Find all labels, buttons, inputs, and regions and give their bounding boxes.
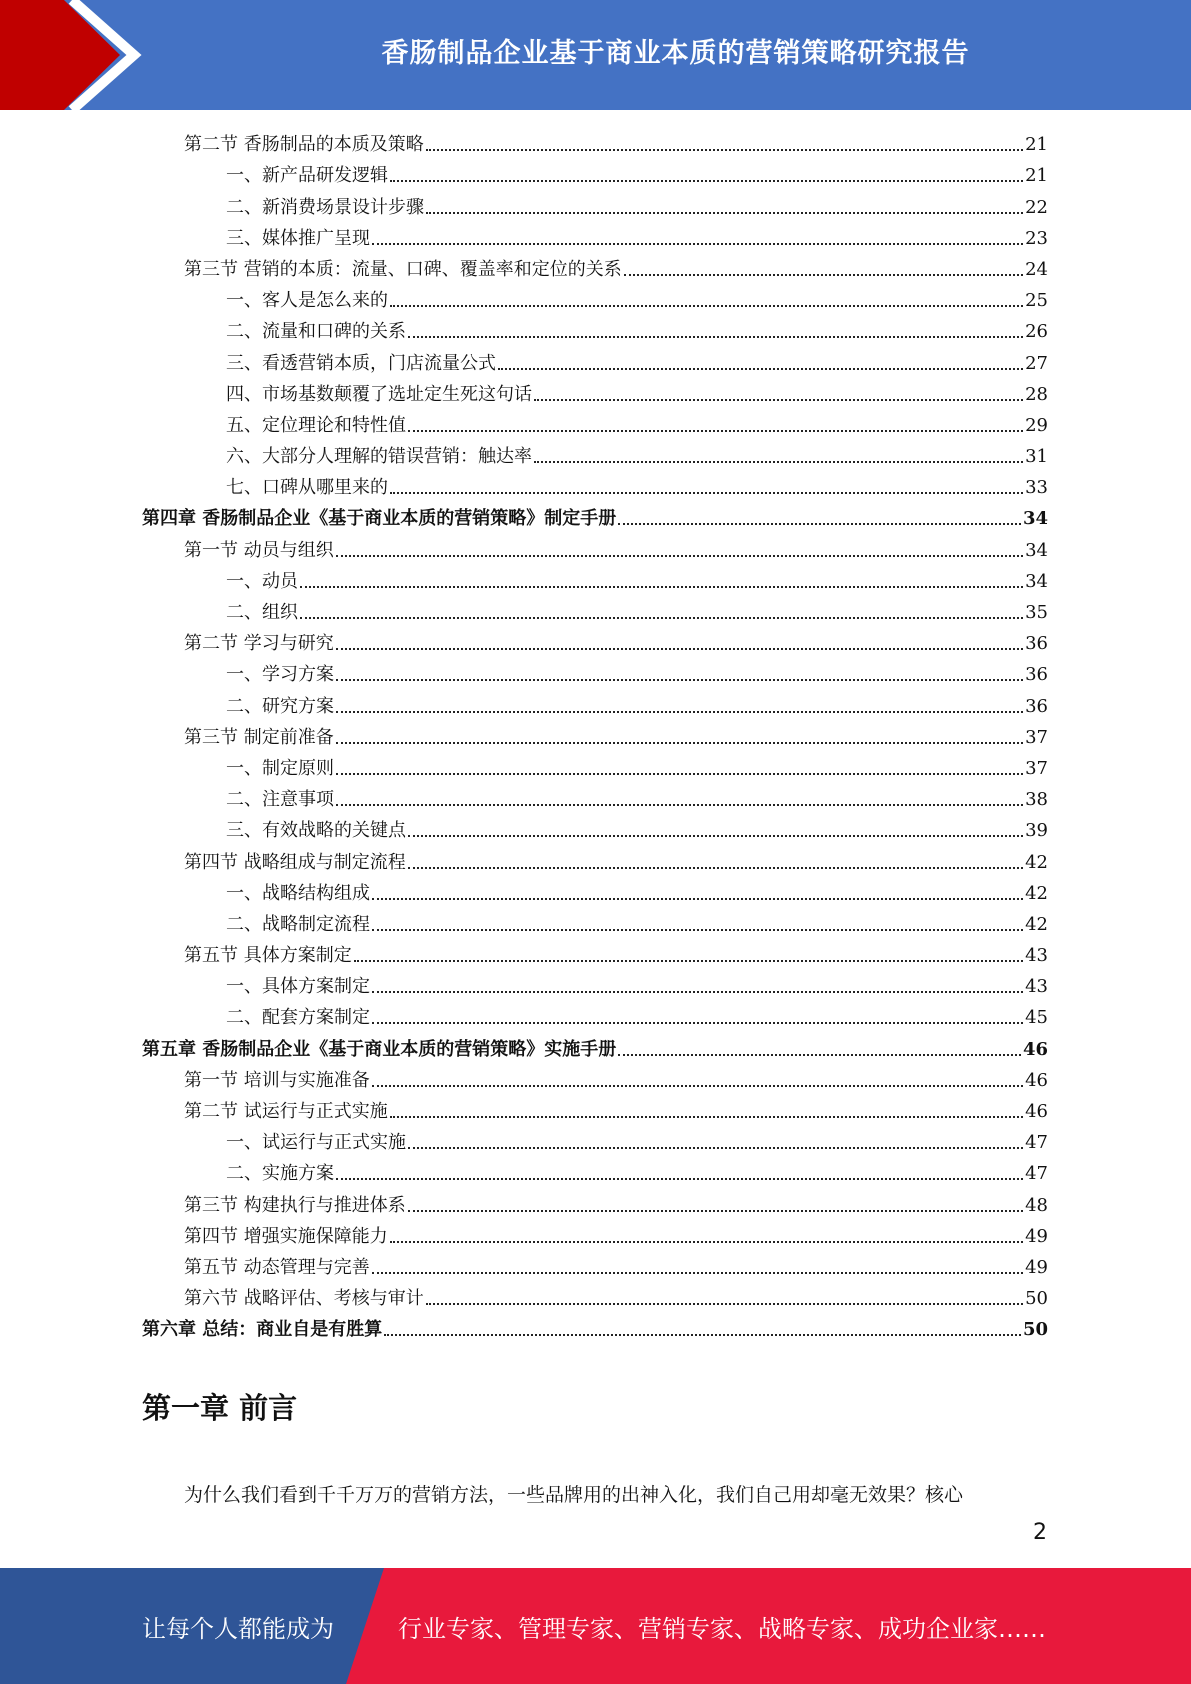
toc-leader-dots — [372, 898, 1023, 900]
toc-entry-label: 六、大部分人理解的错误营销：触达率 — [226, 446, 532, 468]
toc-entry-label: 一、客人是怎么来的 — [226, 290, 388, 312]
toc-entry-page: 42 — [1025, 913, 1048, 935]
toc-entry-label: 第六章 总结：商业自是有胜算 — [142, 1319, 383, 1341]
toc-entry-label: 第六节 战略评估、考核与审计 — [184, 1288, 424, 1310]
toc-entry[interactable] — [142, 1157, 1048, 1188]
toc-entry-page: 28 — [1025, 383, 1048, 405]
toc-entry-label: 第二节 香肠制品的本质及策略 — [184, 134, 424, 156]
toc-entry[interactable] — [142, 814, 1048, 845]
body-paragraph: 为什么我们看到千千万万的营销方法，一些品牌用的出神入化，我们自己用却毫无效果？核心 — [184, 1484, 964, 1506]
toc-entry-label: 一、新产品研发逻辑 — [226, 165, 388, 187]
toc-entry-label: 第一节 动员与组织 — [184, 539, 334, 561]
toc-entry[interactable] — [142, 533, 1048, 564]
toc-entry[interactable] — [142, 1313, 1048, 1344]
toc-entry-label: 一、战略结构组成 — [226, 882, 370, 904]
toc-entry-page: 46 — [1025, 1069, 1048, 1091]
toc-entry-label: 第三节 制定前准备 — [184, 726, 334, 748]
toc-entry-label: 二、注意事项 — [226, 789, 334, 811]
toc-entry-label: 一、学习方案 — [226, 664, 334, 686]
toc-entry[interactable] — [142, 1001, 1048, 1032]
toc-entry[interactable] — [142, 1126, 1048, 1157]
toc-entry-page: 47 — [1025, 1132, 1048, 1154]
toc-entry[interactable] — [142, 565, 1048, 596]
toc-entry-label: 第四节 增强实施保障能力 — [184, 1225, 388, 1247]
toc-entry-label: 第二节 试运行与正式实施 — [184, 1101, 388, 1122]
chapter-heading: 第一章 前言 — [142, 1391, 298, 1425]
toc-leader-dots — [390, 1116, 1023, 1118]
toc-entry-label: 七、口碑从哪里来的 — [226, 477, 388, 499]
toc-leader-dots — [426, 1303, 1023, 1305]
toc-entry-page: 48 — [1025, 1194, 1048, 1216]
toc-entry-page: 38 — [1025, 789, 1048, 811]
toc-entry-label: 三、看透营销本质，门店流量公式 — [226, 352, 496, 374]
footer-slogan-right: 行业专家、管理专家、营销专家、战略专家、成功企业家…… — [398, 1614, 1046, 1643]
toc-entry-page: 45 — [1025, 1007, 1048, 1029]
toc-entry-label: 一、制定原则 — [226, 757, 334, 779]
toc-leader-dots — [618, 523, 1021, 525]
toc-entry-label: 四、市场基数颠覆了选址定生死这句话 — [226, 383, 532, 405]
toc-leader-dots — [354, 960, 1023, 962]
toc-entry-page: 34 — [1025, 570, 1048, 592]
toc-entry[interactable] — [142, 845, 1048, 876]
toc-leader-dots — [408, 1147, 1023, 1149]
toc-entry-label: 第五节 具体方案制定 — [184, 945, 352, 967]
toc-leader-dots — [390, 180, 1023, 182]
toc-entry[interactable] — [142, 409, 1048, 440]
toc-entry[interactable] — [142, 877, 1048, 908]
toc-entry[interactable] — [142, 1095, 1048, 1126]
toc-entry[interactable] — [142, 721, 1048, 752]
toc-entry[interactable] — [142, 315, 1048, 346]
toc-leader-dots — [618, 1054, 1021, 1056]
toc-entry-page: 26 — [1025, 321, 1048, 343]
toc-entry[interactable] — [142, 346, 1048, 377]
toc-leader-dots — [336, 555, 1023, 557]
toc-leader-dots — [372, 1085, 1023, 1087]
toc-entry[interactable] — [142, 908, 1048, 939]
toc-entry-label: 三、有效战略的关键点 — [226, 820, 406, 842]
toc-entry-label: 二、配套方案制定 — [226, 1007, 370, 1029]
toc-entry-page: 36 — [1025, 664, 1048, 686]
toc-leader-dots — [336, 679, 1023, 681]
toc-entry-page: 34 — [1025, 539, 1048, 561]
toc-leader-dots — [408, 835, 1023, 837]
toc-leader-dots — [372, 929, 1023, 931]
toc-entry-label: 第四节 战略组成与制定流程 — [184, 851, 406, 873]
toc-entry[interactable] — [142, 627, 1048, 658]
toc-entry-page: 49 — [1025, 1256, 1048, 1278]
toc-entry[interactable] — [142, 752, 1048, 783]
toc-entry-page: 43 — [1025, 976, 1048, 998]
toc-entry-label: 一、试运行与正式实施 — [226, 1132, 406, 1154]
toc-leader-dots — [336, 773, 1023, 775]
toc-leader-dots — [408, 336, 1023, 338]
toc-entry[interactable] — [142, 502, 1048, 533]
toc-entry-page: 47 — [1025, 1163, 1048, 1185]
toc-leader-dots — [390, 1241, 1023, 1243]
toc-entry[interactable] — [142, 222, 1048, 253]
toc-leader-dots — [408, 430, 1023, 432]
toc-entry[interactable] — [142, 1251, 1048, 1282]
toc-entry-label: 二、实施方案 — [226, 1163, 334, 1185]
toc-entry-page: 29 — [1025, 414, 1048, 436]
toc-entry[interactable] — [142, 1282, 1048, 1313]
toc-leader-dots — [336, 804, 1023, 806]
toc-entry[interactable] — [142, 128, 1048, 159]
toc-entry-page: 21 — [1025, 165, 1048, 187]
toc-entry[interactable] — [142, 1220, 1048, 1251]
toc-entry[interactable] — [142, 689, 1048, 720]
toc-leader-dots — [300, 586, 1023, 588]
toc-entry[interactable] — [142, 1188, 1048, 1219]
toc-leader-dots — [384, 1334, 1021, 1336]
toc-entry-page: 37 — [1025, 726, 1048, 748]
toc-leader-dots — [372, 1022, 1023, 1024]
toc-entry-page: 46 — [1025, 1101, 1048, 1122]
toc-entry-label: 一、动员 — [226, 570, 298, 592]
toc-entry[interactable] — [142, 596, 1048, 627]
toc-entry[interactable] — [142, 159, 1048, 190]
toc-entry-page: 36 — [1025, 695, 1048, 717]
toc-entry-label: 第二节 学习与研究 — [184, 633, 334, 655]
toc-leader-dots — [390, 305, 1023, 307]
toc-entry-page: 49 — [1025, 1225, 1048, 1247]
toc-entry-label: 第三节 构建执行与推进体系 — [184, 1194, 406, 1216]
toc-entry-page: 46 — [1022, 1038, 1048, 1060]
toc-entry-label: 二、新消费场景设计步骤 — [226, 196, 424, 218]
toc-entry[interactable] — [142, 440, 1048, 471]
toc-entry-label: 第四章 香肠制品企业《基于商业本质的营销策略》制定手册 — [142, 508, 617, 530]
toc-entry-label: 二、战略制定流程 — [226, 913, 370, 935]
toc-leader-dots — [408, 1210, 1023, 1212]
toc-entry[interactable] — [142, 658, 1048, 689]
toc-entry-label: 二、组织 — [226, 602, 298, 623]
toc-entry-page: 42 — [1025, 851, 1048, 873]
toc-entry[interactable] — [142, 284, 1048, 315]
toc-entry-page: 33 — [1025, 477, 1048, 499]
toc-entry[interactable] — [142, 1032, 1048, 1063]
toc-entry-label: 第一节 培训与实施准备 — [184, 1069, 370, 1091]
toc-leader-dots — [336, 1178, 1023, 1180]
footer-slogan-left: 让每个人都能成为 — [142, 1614, 334, 1643]
toc-entry-label: 一、具体方案制定 — [226, 976, 370, 998]
toc-leader-dots — [408, 867, 1023, 869]
toc-entry-page: 37 — [1025, 757, 1048, 779]
page-header — [0, 0, 1191, 110]
toc-entry[interactable] — [142, 970, 1048, 1001]
table-of-contents — [142, 128, 1048, 1344]
page-number: 2 — [1033, 1520, 1047, 1545]
toc-leader-dots — [372, 991, 1023, 993]
toc-entry[interactable] — [142, 939, 1048, 970]
toc-entry-page: 34 — [1022, 508, 1048, 530]
toc-entry-page: 39 — [1025, 820, 1048, 842]
toc-leader-dots — [300, 617, 1023, 619]
toc-entry[interactable] — [142, 1064, 1048, 1095]
toc-entry-label: 五、定位理论和特性值 — [226, 414, 406, 436]
toc-entry-label: 二、流量和口碑的关系 — [226, 321, 406, 343]
toc-entry[interactable] — [142, 378, 1048, 409]
toc-leader-dots — [534, 399, 1023, 401]
toc-entry-page: 43 — [1025, 945, 1048, 967]
toc-leader-dots — [498, 368, 1023, 370]
toc-entry-page: 31 — [1025, 446, 1048, 468]
toc-entry-page: 36 — [1025, 633, 1048, 655]
toc-leader-dots — [426, 149, 1023, 151]
toc-entry-page: 50 — [1022, 1319, 1048, 1341]
toc-entry-page: 25 — [1025, 290, 1048, 312]
toc-leader-dots — [372, 1272, 1023, 1274]
toc-leader-dots — [426, 212, 1023, 214]
toc-entry-page: 22 — [1025, 196, 1048, 218]
toc-leader-dots — [390, 492, 1023, 494]
toc-entry[interactable] — [142, 471, 1048, 502]
toc-entry-page: 42 — [1025, 882, 1048, 904]
toc-leader-dots — [624, 274, 1023, 276]
toc-entry[interactable] — [142, 190, 1048, 221]
toc-entry-page: 35 — [1025, 602, 1048, 623]
toc-leader-dots — [534, 461, 1023, 463]
toc-leader-dots — [336, 711, 1023, 713]
toc-leader-dots — [336, 742, 1023, 744]
toc-entry-label: 第五节 动态管理与完善 — [184, 1256, 370, 1278]
toc-leader-dots — [372, 243, 1023, 245]
toc-entry-page: 21 — [1025, 134, 1048, 156]
page-footer — [0, 1568, 1191, 1684]
toc-entry[interactable] — [142, 783, 1048, 814]
toc-entry-label: 第三节 营销的本质：流量、口碑、覆盖率和定位的关系 — [184, 258, 622, 280]
toc-entry-label: 第五章 香肠制品企业《基于商业本质的营销策略》实施手册 — [142, 1038, 617, 1060]
toc-entry-label: 三、媒体推广呈现 — [226, 227, 370, 249]
toc-entry[interactable] — [142, 253, 1048, 284]
toc-entry-page: 23 — [1025, 227, 1048, 249]
toc-leader-dots — [336, 648, 1023, 650]
report-title: 香肠制品企业基于商业本质的营销策略研究报告 — [381, 37, 970, 69]
toc-entry-page: 50 — [1025, 1288, 1048, 1310]
toc-entry-page: 24 — [1025, 258, 1048, 280]
toc-entry-label: 二、研究方案 — [226, 695, 334, 717]
toc-entry-page: 27 — [1025, 352, 1048, 374]
